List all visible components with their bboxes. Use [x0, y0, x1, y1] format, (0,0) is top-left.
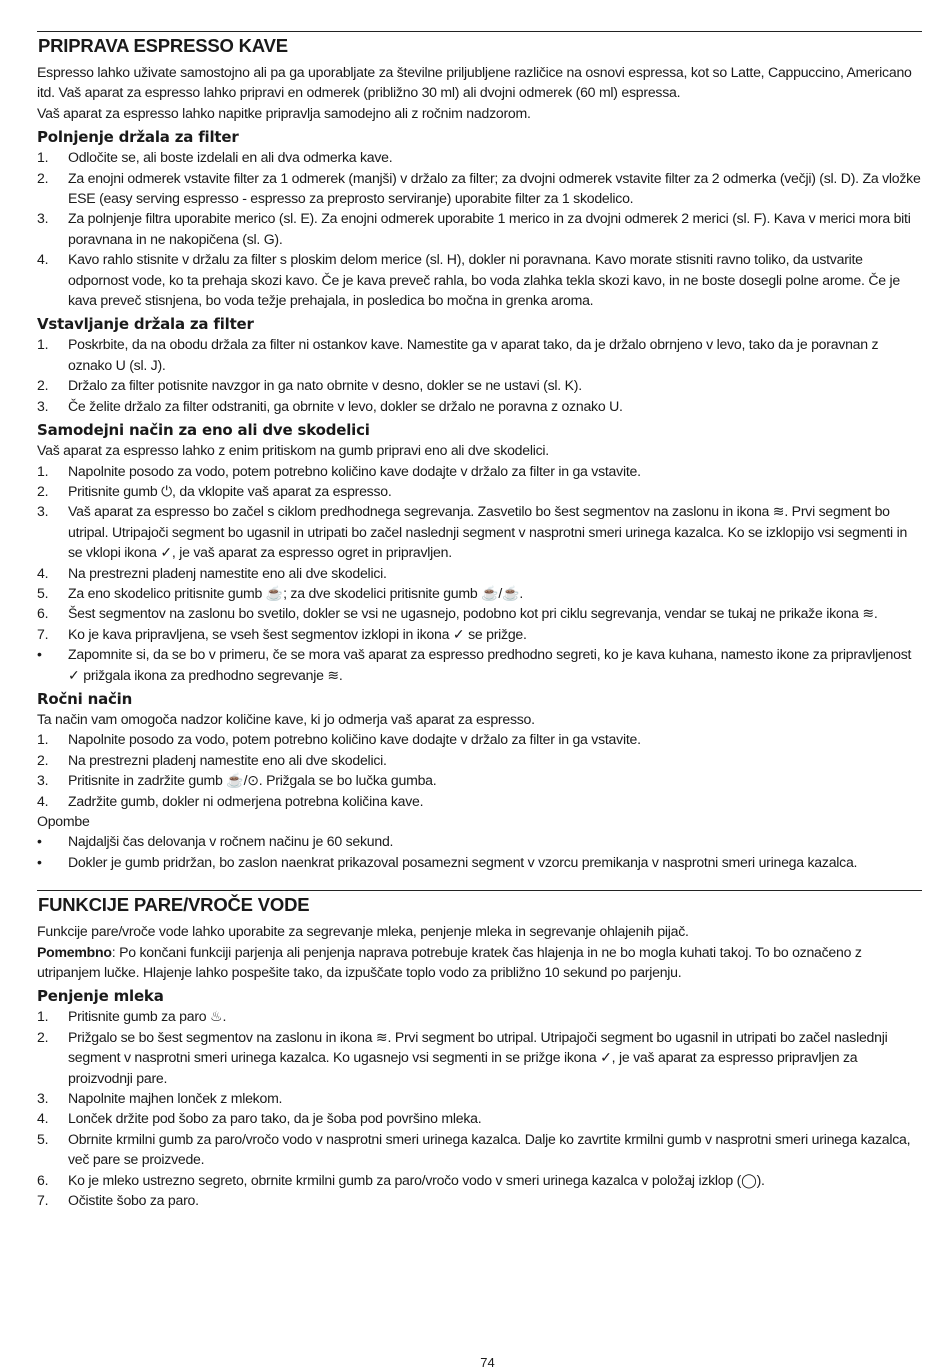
filling-list — [37, 147, 922, 310]
list-item — [37, 583, 922, 603]
list-item — [37, 1088, 922, 1108]
item-number: 5. — [37, 584, 49, 601]
item-bullet: • — [37, 853, 42, 870]
subheading-insert: Vstavljanje držala za filter — [37, 315, 254, 334]
item-text: Lonček držite pod šobo za paro tako, da je šoba pod površino mleka. — [68, 1110, 482, 1127]
item-text: Ko je mleko ustrezno segreto, obrnite krmilni gumb za paro/vročo vodo v smeri urinega kazalca v položaj izklop (◯). — [68, 1171, 765, 1188]
section-title-steam: FUNKCIJE PARE/VROČE VODE — [38, 894, 310, 916]
item-text: Na prestrezni pladenj namestite eno ali dve skodelici. — [68, 751, 387, 768]
list-item — [37, 461, 922, 481]
item-text: Očistite šobo za paro. — [68, 1192, 199, 1209]
list-item — [37, 1190, 922, 1210]
item-text: Za eno skodelico pritisnite gumb ☕; za dve skodelici pritisnite gumb ☕/☕. — [68, 584, 524, 601]
list-item — [37, 1006, 922, 1026]
item-bullet: • — [37, 646, 42, 663]
item-number: 2. — [37, 1028, 49, 1045]
item-text: Za enojni odmerek vstavite filter za 1 odmerek (manjši) v držalo za filter; za dvojni odmerek vstavite filter za 2 odmerka (večji) (sl. D). Za vložke ESE (easy serving espresso - espresso za preprosto serviranje) uporabite filter za 1 skodelico. — [68, 169, 921, 207]
item-text: Držalo za filter potisnite navzgor in ga nato obrnite v desno, dokler se ne ustavi (sl. K). — [68, 377, 582, 394]
list-item — [37, 729, 922, 749]
item-number: 3. — [37, 397, 49, 414]
item-number: 2. — [37, 482, 49, 499]
item-text: Napolnite posodo za vodo, potem potrebno količino kave dodajte v držalo za filter in ga vstavite. — [68, 462, 641, 479]
list-item — [37, 208, 922, 249]
list-item — [37, 334, 922, 375]
item-text: Poskrbite, da na obodu držala za filter ni ostankov kave. Namestite ga v aparat tako, da je držalo obrnjeno v levo, tako da je poravnan z oznako U (sl. J). — [68, 336, 879, 373]
auto-list — [37, 461, 922, 685]
subheading-filling: Polnjenje držala za filter — [37, 128, 239, 147]
item-number: 2. — [37, 377, 49, 394]
important-text: : Po končani funkciji parjenja ali penjenja naprava potrebuje kratek čas hlajenja in ne bo mogla kuhati takoj. To bo označeno z utripanjem lučke. Hlajenje lahko pospešite tako, da izpuščate toplo vodo za približno 10 sekund po parjenju. — [37, 943, 862, 981]
item-text: Šest segmentov na zaslonu bo svetilo, dokler se vsi ne ugasnejo, podobno kot pri ciklu segrevanja, vendar se tukaj ne prikaže ikona ≋. — [68, 605, 878, 622]
auto-intro: Vaš aparat za espresso lahko z enim pritiskom na gumb pripravi eno ali dve skodelici. — [37, 442, 549, 459]
item-text: Kavo rahlo stisnite v držalu za filter s ploskim delom merice (sl. H), dokler ni poravnana. Kavo morate stisniti ravno toliko, da ustvarite odpornost vode, ko ta prehaja skozi kavo. Če je kava preveč rahla, bo voda zlahka tekla skozi kavo, in ne boste dosegli polne arome. Če je kava preveč stisnjena, bo voda težje prehajala, in posledica bo močna in grenka aroma. — [68, 251, 900, 309]
item-number: 1. — [37, 149, 49, 166]
item-text: Zadržite gumb, dokler ni odmerjena potrebna količina kave. — [68, 792, 424, 809]
item-text: Ko je kava pripravljena, se vseh šest segmentov izklopi in ikona ✓ se prižge. — [68, 625, 527, 642]
frothing-list — [37, 1006, 922, 1210]
manual-intro: Ta način vam omogoča nadzor količine kave, ki jo odmerja vaš aparat za espresso. — [37, 710, 535, 727]
item-number: 3. — [37, 210, 49, 227]
item-number: 7. — [37, 1192, 49, 1209]
list-item — [37, 1129, 922, 1170]
item-text: Če želite držalo za filter odstraniti, ga obrnite v levo, dokler se držalo ne poravna z oznako U. — [68, 397, 623, 414]
item-number: 4. — [37, 1110, 49, 1127]
manual-list — [37, 729, 922, 811]
section-steam — [37, 890, 922, 1210]
item-number: 1. — [37, 462, 49, 479]
item-number: 3. — [37, 503, 49, 520]
item-text: Dokler je gumb pridržan, bo zaslon naenkrat prikazoval posamezni segment v vzorcu premikanja v nasprotni smeri urinega kazalca. — [68, 853, 858, 870]
item-text: Pritisnite in zadržite gumb ☕/⊙. Prižgala se bo lučka gumba. — [68, 772, 437, 789]
subheading-auto: Samodejni način za eno ali dve skodelici — [37, 421, 370, 440]
list-item — [37, 750, 922, 770]
list-item — [37, 852, 922, 872]
item-number: 3. — [37, 772, 49, 789]
item-text: Prižgalo se bo šest segmentov na zaslonu in ikona ≋. Prvi segment bo utripal. Utripajoči segment bo ugasnil in utripati bo začel naslednji segment v nasprotni smeri urinega kazalca. Ko ugasnejo vsi segmenti in se prižge ikona ✓, je vaš aparat za espresso pripravljen za proizvodnji pare. — [68, 1028, 888, 1086]
list-item — [37, 147, 922, 167]
item-text: Obrnite krmilni gumb za paro/vročo vodo v nasprotni smeri urinega kazalca. Dalje ko zavrtite krmilni gumb v nasprotni smeri urinega kazalca, več pare se proizvede. — [68, 1130, 911, 1168]
item-number: 7. — [37, 625, 49, 642]
steam-intro: Funkcije pare/vroče vode lahko uporabite za segrevanje mleka, penjenje mleka in segrevanje ohlajenih pijač. — [37, 923, 689, 940]
item-number: 6. — [37, 1171, 49, 1188]
item-text: Napolnite majhen lonček z mlekom. — [68, 1090, 283, 1107]
subheading-manual: Ročni način — [37, 689, 133, 708]
list-item — [37, 791, 922, 811]
list-item — [37, 770, 922, 790]
list-item — [37, 563, 922, 583]
list-item — [37, 396, 922, 416]
item-number: 6. — [37, 605, 49, 622]
item-text: Zapomnite si, da se bo v primeru, če se mora vaš aparat za espresso predhodno segreti, ko je kava kuhana, namesto ikone za pripravljenost ✓ prižgala ikona za predhodno segrevanje ≋. — [68, 646, 912, 683]
section-title-espresso: PRIPRAVA ESPRESSO KAVE — [38, 35, 288, 56]
item-number: 4. — [37, 564, 49, 581]
item-text: Najdaljši čas delovanja v ročnem načinu je 60 sekund. — [68, 833, 394, 850]
intro-paragraph: Vaš aparat za espresso lahko napitke pripravlja samodejno ali z ročnim nadzorom. — [37, 104, 531, 121]
list-item — [37, 831, 922, 851]
item-text: Pritisnite gumb ⏻, da vklopite vaš aparat za espresso. — [68, 482, 392, 499]
item-number: 1. — [37, 1008, 49, 1025]
item-number: 4. — [37, 792, 49, 809]
list-item — [37, 1027, 922, 1088]
list-item — [37, 481, 922, 501]
important-note — [37, 942, 922, 983]
notes-label: Opombe — [37, 813, 90, 829]
section-divider — [37, 31, 922, 32]
subheading-frothing: Penjenje mleka — [37, 987, 164, 1006]
item-text: Za polnjenje filtra uporabite merico (sl. E). Za enojni odmerek uporabite 1 merico in za dvojni odmerek 2 merici (sl. F). Kava v merici mora biti poravnana in ne nakopičena (sl. G). — [68, 210, 911, 247]
item-number: 3. — [37, 1090, 49, 1107]
list-item — [37, 1108, 922, 1128]
list-item — [37, 624, 922, 644]
section-divider — [37, 890, 922, 891]
item-number: 1. — [37, 731, 49, 748]
document-page — [37, 31, 922, 1211]
list-item — [37, 249, 922, 310]
item-text: Odločite se, ali boste izdelali en ali dva odmerka kave. — [68, 149, 393, 166]
list-item — [37, 603, 922, 623]
item-number: 2. — [37, 751, 49, 768]
list-item — [37, 644, 922, 685]
item-bullet: • — [37, 833, 42, 850]
notes-list — [37, 831, 922, 872]
item-number: 4. — [37, 251, 49, 268]
item-text: Vaš aparat za espresso bo začel s ciklom predhodnega segrevanja. Zasvetilo bo šest segmentov na zaslonu in ikona ≋. Prvi segment bo utripal. Utripajoči segment bo ugasnil in utripati bo začel naslednji segment v nasprotni smeri urinega kazalca. Ko se izklopijo vsi segmenti in se vklopi ikona ✓, je vaš aparat za espresso ogret in pripravljen. — [68, 503, 908, 561]
item-text: Napolnite posodo za vodo, potem potrebno količino kave dodajte v držalo za filter in ga vstavite. — [68, 731, 641, 748]
item-number: 2. — [37, 169, 49, 186]
list-item — [37, 168, 922, 209]
page-number: 74 — [480, 1355, 495, 1370]
item-text: Pritisnite gumb za paro ♨. — [68, 1008, 227, 1025]
list-item — [37, 1170, 922, 1190]
item-number: 5. — [37, 1130, 49, 1147]
list-item — [37, 375, 922, 395]
list-item — [37, 501, 922, 562]
insert-list — [37, 334, 922, 416]
intro-paragraph: Espresso lahko uživate samostojno ali pa ga uporabljate za številne priljubljene različice na osnovi espressa, kot so Latte, Cappuccino, Americano itd. Vaš aparat za espresso lahko pripravi en odmerek (približno 30 ml) ali dvojni odmerek (60 ml) espressa. — [37, 64, 912, 101]
important-label: Pomembno — [37, 943, 112, 960]
item-number: 1. — [37, 336, 49, 353]
item-text: Na prestrezni pladenj namestite eno ali dve skodelici. — [68, 564, 387, 581]
